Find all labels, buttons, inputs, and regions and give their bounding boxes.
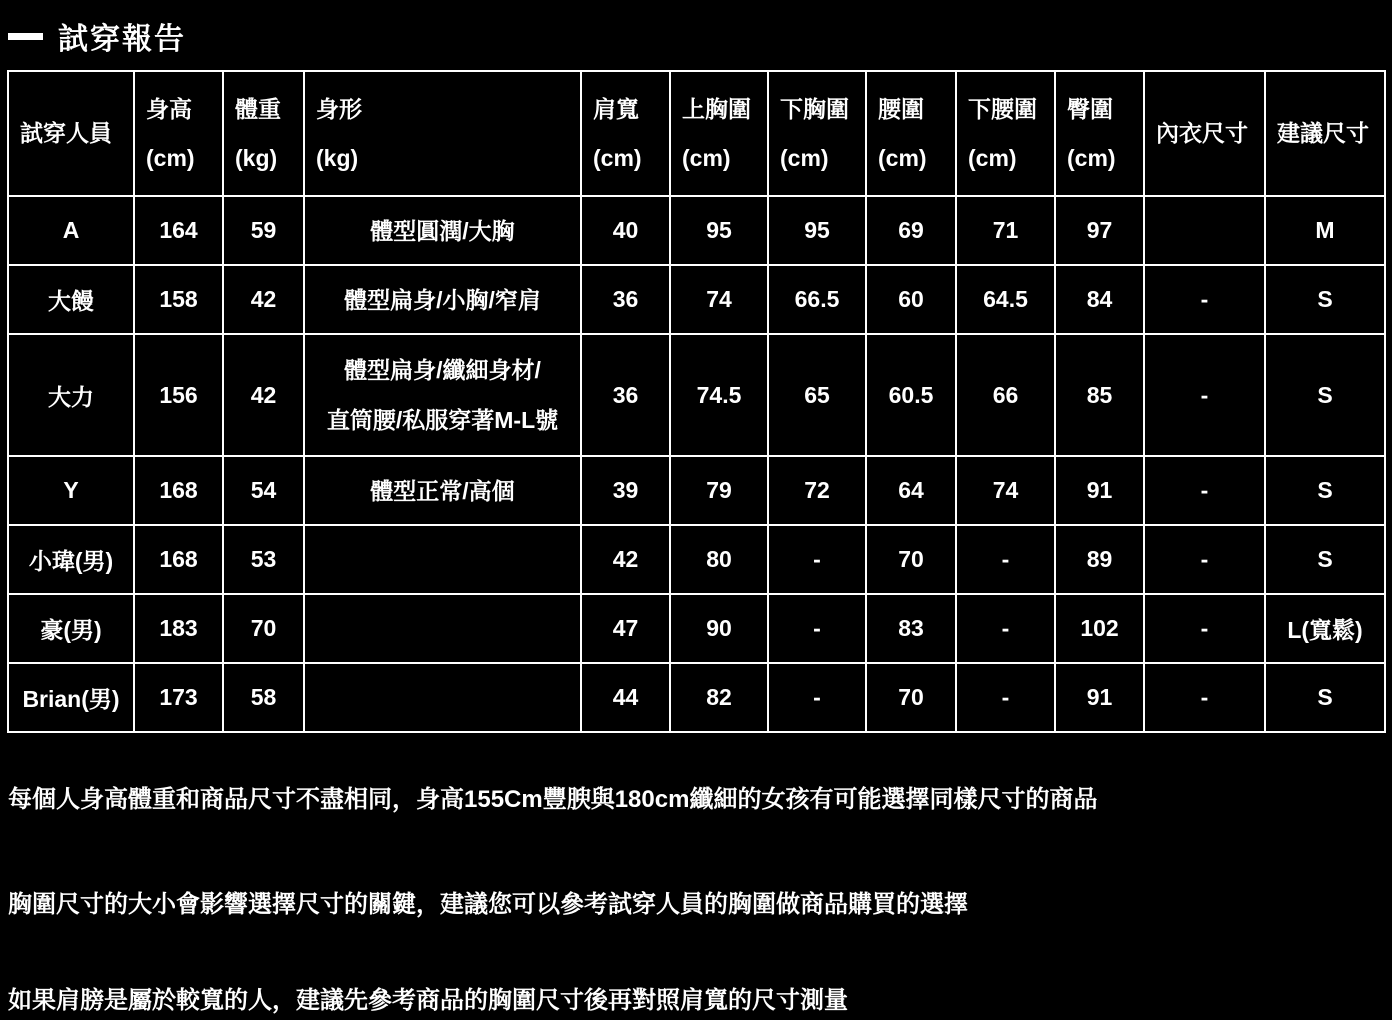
cell-hip: 97 xyxy=(1055,196,1144,265)
column-header-name: 試穿人員 xyxy=(20,120,112,146)
cell-suggested-size: S xyxy=(1265,663,1385,732)
cell-shape xyxy=(304,334,581,456)
table-row xyxy=(8,663,1385,732)
column-header-name: 建議尺寸 xyxy=(1277,120,1369,146)
column-header-shoulder xyxy=(581,71,670,196)
cell-under-bust: - xyxy=(768,663,866,732)
cell-under-bust: 65 xyxy=(768,334,866,456)
cell-upper-bust: 79 xyxy=(670,456,768,525)
column-header-unit: (kg) xyxy=(316,144,359,171)
column-header-waist xyxy=(866,71,956,196)
cell-waist: 60.5 xyxy=(866,334,956,456)
cell-waist: 60 xyxy=(866,265,956,334)
column-header-name: 身形 xyxy=(316,95,362,122)
cell-height: 183 xyxy=(134,594,223,663)
cell-weight: 53 xyxy=(223,525,304,594)
cell-waist: 69 xyxy=(866,196,956,265)
shape-line: 體型扁身/小胸/窄肩 xyxy=(344,286,541,313)
cell-height: 168 xyxy=(134,456,223,525)
cell-person: 豪(男) xyxy=(8,594,134,663)
cell-shoulder: 36 xyxy=(581,334,670,456)
cell-bra-size: - xyxy=(1144,265,1265,334)
note-text: 每個人身高體重和商品尺寸不盡相同，身高155Cm豐腴與180cm纖細的女孩有可能選擇同樣尺寸的商品 xyxy=(8,786,1098,813)
fitting-report-table xyxy=(7,70,1386,733)
notes-section xyxy=(0,783,1392,1018)
cell-shoulder: 47 xyxy=(581,594,670,663)
table-row xyxy=(8,334,1385,456)
cell-weight: 54 xyxy=(223,456,304,525)
cell-suggested-size: S xyxy=(1265,265,1385,334)
cell-suggested-size: S xyxy=(1265,456,1385,525)
cell-lower-waist: - xyxy=(956,594,1055,663)
column-header-weight xyxy=(223,71,304,196)
cell-bra-size: - xyxy=(1144,663,1265,732)
cell-weight: 42 xyxy=(223,334,304,456)
column-header-unit: (cm) xyxy=(780,144,829,171)
cell-shape xyxy=(304,594,581,663)
cell-lower-waist: 74 xyxy=(956,456,1055,525)
column-header-unit: (cm) xyxy=(878,144,927,171)
cell-waist: 70 xyxy=(866,525,956,594)
cell-suggested-size: S xyxy=(1265,525,1385,594)
shape-line: 體型扁身/纖細身材/ xyxy=(344,357,541,383)
note-text: 如果肩膀是屬於較寬的人，建議先參考商品的胸圍尺寸後再對照肩寬的尺寸測量 xyxy=(8,987,848,1014)
cell-height: 164 xyxy=(134,196,223,265)
cell-under-bust: - xyxy=(768,525,866,594)
cell-shoulder: 40 xyxy=(581,196,670,265)
cell-weight: 59 xyxy=(223,196,304,265)
table-row xyxy=(8,196,1385,265)
column-header-hip xyxy=(1055,71,1144,196)
column-header-unit: (cm) xyxy=(146,144,195,171)
cell-upper-bust: 82 xyxy=(670,663,768,732)
cell-suggested-size: L(寬鬆) xyxy=(1265,594,1385,663)
column-header-name: 身高 xyxy=(146,95,192,122)
cell-shape xyxy=(304,196,581,265)
cell-shoulder: 42 xyxy=(581,525,670,594)
cell-under-bust: 95 xyxy=(768,196,866,265)
shape-line: 體型圓潤/大胸 xyxy=(370,217,515,244)
column-header-upper-bust xyxy=(670,71,768,196)
column-header-height xyxy=(134,71,223,196)
cell-hip: 91 xyxy=(1055,456,1144,525)
cell-bra-size xyxy=(1144,196,1265,265)
column-header-unit: (cm) xyxy=(968,144,1017,171)
cell-under-bust: 72 xyxy=(768,456,866,525)
column-header-name: 腰圍 xyxy=(878,95,924,122)
cell-bra-size: - xyxy=(1144,456,1265,525)
column-header-person xyxy=(8,71,134,196)
cell-suggested-size: M xyxy=(1265,196,1385,265)
cell-shoulder: 44 xyxy=(581,663,670,732)
cell-upper-bust: 90 xyxy=(670,594,768,663)
cell-suggested-size: S xyxy=(1265,334,1385,456)
cell-person: Y xyxy=(8,456,134,525)
cell-waist: 70 xyxy=(866,663,956,732)
note-text: 胸圍尺寸的大小會影響選擇尺寸的關鍵，建議您可以參考試穿人員的胸圍做商品購買的選擇 xyxy=(8,891,968,918)
cell-person: 小瑋(男) xyxy=(8,525,134,594)
cell-hip: 102 xyxy=(1055,594,1144,663)
table-row xyxy=(8,456,1385,525)
column-header-shape xyxy=(304,71,581,196)
cell-lower-waist: 71 xyxy=(956,196,1055,265)
cell-height: 158 xyxy=(134,265,223,334)
column-header-lower-waist xyxy=(956,71,1055,196)
cell-upper-bust: 74.5 xyxy=(670,334,768,456)
cell-shape xyxy=(304,456,581,525)
page-title: 試穿報告 xyxy=(58,23,186,56)
cell-height: 168 xyxy=(134,525,223,594)
cell-under-bust: 66.5 xyxy=(768,265,866,334)
column-header-unit: (kg) xyxy=(235,144,278,171)
cell-bra-size: - xyxy=(1144,334,1265,456)
cell-waist: 83 xyxy=(866,594,956,663)
column-header-name: 上胸圍 xyxy=(682,95,751,122)
column-header-suggested-size xyxy=(1265,71,1385,196)
column-header-name: 體重 xyxy=(235,95,281,122)
column-header-under-bust xyxy=(768,71,866,196)
column-header-name: 臀圍 xyxy=(1067,95,1113,122)
column-header-unit: (cm) xyxy=(682,144,731,171)
cell-upper-bust: 95 xyxy=(670,196,768,265)
section-title xyxy=(0,0,1392,55)
cell-weight: 58 xyxy=(223,663,304,732)
cell-hip: 84 xyxy=(1055,265,1144,334)
column-header-unit: (cm) xyxy=(593,144,642,171)
cell-upper-bust: 74 xyxy=(670,265,768,334)
cell-shape xyxy=(304,525,581,594)
cell-under-bust: - xyxy=(768,594,866,663)
cell-shape xyxy=(304,663,581,732)
cell-hip: 89 xyxy=(1055,525,1144,594)
cell-lower-waist: 64.5 xyxy=(956,265,1055,334)
cell-hip: 85 xyxy=(1055,334,1144,456)
column-header-name: 內衣尺寸 xyxy=(1156,120,1248,146)
cell-shoulder: 39 xyxy=(581,456,670,525)
cell-lower-waist: - xyxy=(956,663,1055,732)
table-row xyxy=(8,525,1385,594)
cell-person: 大饅 xyxy=(8,265,134,334)
cell-person: A xyxy=(8,196,134,265)
dash-icon xyxy=(8,33,43,40)
cell-waist: 64 xyxy=(866,456,956,525)
cell-lower-waist: - xyxy=(956,525,1055,594)
cell-person: 大力 xyxy=(8,334,134,456)
cell-shoulder: 36 xyxy=(581,265,670,334)
cell-height: 156 xyxy=(134,334,223,456)
column-header-name: 下腰圍 xyxy=(968,95,1037,122)
column-header-bra-size xyxy=(1144,71,1265,196)
table-row xyxy=(8,594,1385,663)
cell-height: 173 xyxy=(134,663,223,732)
cell-shape xyxy=(304,265,581,334)
cell-bra-size: - xyxy=(1144,594,1265,663)
cell-weight: 70 xyxy=(223,594,304,663)
column-header-unit: (cm) xyxy=(1067,144,1116,171)
cell-weight: 42 xyxy=(223,265,304,334)
column-header-name: 肩寬 xyxy=(593,95,639,122)
header-row xyxy=(8,71,1385,196)
cell-upper-bust: 80 xyxy=(670,525,768,594)
cell-bra-size: - xyxy=(1144,525,1265,594)
column-header-name: 下胸圍 xyxy=(780,95,849,122)
cell-lower-waist: 66 xyxy=(956,334,1055,456)
cell-hip: 91 xyxy=(1055,663,1144,732)
shape-line: 直筒腰/私服穿著M-L號 xyxy=(326,407,559,433)
shape-line: 體型正常/高個 xyxy=(370,477,515,504)
cell-person: Brian(男) xyxy=(8,663,134,732)
table-row xyxy=(8,265,1385,334)
